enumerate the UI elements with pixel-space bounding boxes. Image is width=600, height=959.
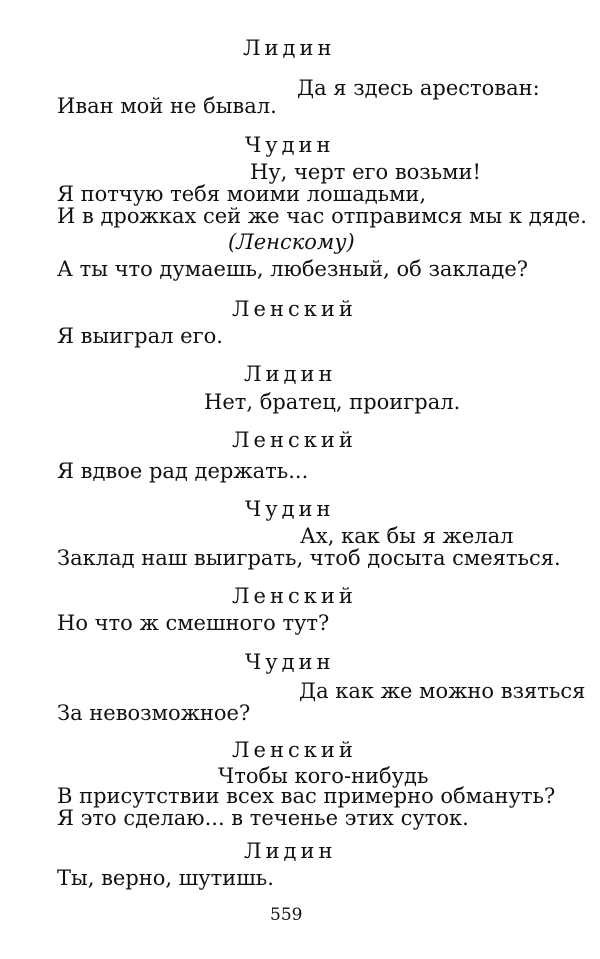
verse-line: Чтобы кого-нибудь: [218, 764, 429, 788]
speaker-lidin: Лидин: [244, 839, 337, 863]
verse-line: А ты что думаешь, любезный, об закладе?: [57, 257, 529, 281]
verse-line: Ты, верно, шутишь.: [57, 866, 274, 890]
verse-line: Нет, братец, проиграл.: [204, 390, 461, 414]
stage-direction: (Ленскому): [228, 230, 355, 254]
verse-line: Да как же можно взяться: [299, 679, 586, 703]
speaker-chudin: Чудин: [245, 133, 335, 157]
speaker-lidin: Лидин: [244, 362, 337, 386]
verse-line: И в дрожках сей же час отправимся мы к дяде.: [57, 204, 587, 228]
verse-line: Я выиграл его.: [57, 324, 223, 348]
verse-line: Я это сделаю... в теченье этих суток.: [57, 806, 469, 830]
verse-line: Да я здесь арестован:: [297, 76, 540, 100]
verse-line: Я потчую тебя моими лошадьми,: [57, 182, 427, 206]
page-number: 559: [270, 905, 303, 925]
verse-line: Ну, черт его возьми!: [250, 160, 481, 184]
speaker-lidin: Лидин: [243, 36, 336, 60]
verse-line: За невозможное?: [57, 701, 251, 725]
verse-line: Иван мой не бывал.: [57, 94, 277, 118]
verse-line: Заклад наш выиграть, чтоб досыта смеяться.: [57, 546, 561, 570]
verse-line: Но что ж смешного тут?: [57, 611, 330, 635]
speaker-chudin: Чудин: [245, 497, 335, 521]
speaker-lensky: Ленский: [232, 738, 357, 762]
speaker-lensky: Ленский: [232, 297, 357, 321]
speaker-lensky: Ленский: [232, 428, 357, 452]
verse-line: Я вдвое рад держать...: [57, 459, 309, 483]
speaker-chudin: Чудин: [245, 650, 335, 674]
verse-line: В присутствии всех вас примерно обмануть?: [57, 784, 556, 808]
verse-line: Ах, как бы я желал: [300, 524, 514, 548]
speaker-lensky: Ленский: [232, 584, 357, 608]
